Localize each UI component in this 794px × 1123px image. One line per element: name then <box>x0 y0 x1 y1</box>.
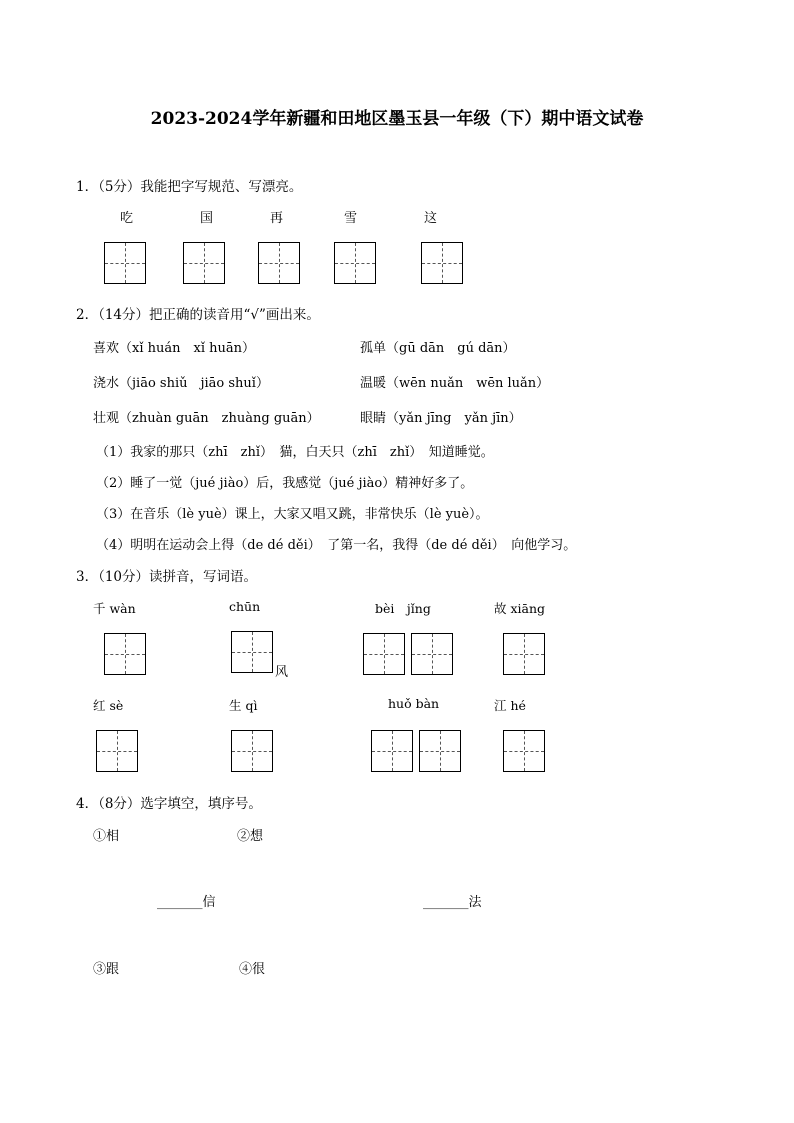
question-4-label: 4．（8分）选字填空，填序号。 <box>76 796 262 812</box>
pinyin-prompt: 千 wàn <box>93 601 136 616</box>
q4-option: ④很 <box>239 962 266 977</box>
q4-option: ②想 <box>237 829 264 844</box>
pinyin-prompt: bèi jǐng <box>375 601 431 616</box>
pronunciation-choice[interactable]: 喜欢（xǐ huán xǐ huān） <box>93 341 255 356</box>
writing-grid-box[interactable] <box>183 242 225 284</box>
page-title: 2023-2024学年新疆和田地区墨玉县一年级（下）期中语文试卷 <box>150 109 644 129</box>
writing-grid-box[interactable] <box>503 730 545 772</box>
q3-given-char: 风 <box>275 665 289 680</box>
pinyin-prompt: 故 xiāng <box>494 601 546 616</box>
question-1-label: 1．（5分）我能把字写规范、写漂亮。 <box>76 179 303 195</box>
q4-option: ③跟 <box>93 962 120 977</box>
writing-grid-box[interactable] <box>231 730 273 772</box>
writing-grid-box[interactable] <box>363 633 405 675</box>
q4-blank[interactable]: _______法 <box>423 895 482 910</box>
writing-grid-box[interactable] <box>371 730 413 772</box>
pinyin-prompt: chūn <box>229 599 261 614</box>
writing-grid-box[interactable] <box>421 242 463 284</box>
writing-grid-box[interactable] <box>231 631 273 673</box>
writing-grid-box[interactable] <box>104 242 146 284</box>
q2-sentence[interactable]: （3）在音乐（lè yuè）课上，大家又唱又跳，非常快乐（lè yuè）。 <box>96 507 489 522</box>
writing-grid-box[interactable] <box>258 242 300 284</box>
q1-char: 吃 <box>120 211 134 226</box>
pronunciation-choice[interactable]: 眼睛（yǎn jīng yǎn jīn） <box>360 411 522 426</box>
writing-grid-box[interactable] <box>104 633 146 675</box>
question-3-label: 3．（10分）读拼音，写词语。 <box>76 569 258 585</box>
q2-sentence[interactable]: （4）明明在运动会上得（de dé děi） 了第一名，我得（de dé děi） 向他学习。 <box>96 538 577 553</box>
q4-blank[interactable]: _______信 <box>157 895 216 910</box>
q4-option: ①相 <box>93 829 120 844</box>
q1-char: 再 <box>270 211 284 226</box>
question-2-label: 2．（14分）把正确的读音用“√”画出来。 <box>76 307 320 323</box>
pronunciation-choice[interactable]: 孤单（gū dān gú dān） <box>360 341 516 356</box>
writing-grid-box[interactable] <box>503 633 545 675</box>
pinyin-prompt: 江 hé <box>494 698 526 713</box>
q1-char: 这 <box>424 211 438 226</box>
q2-sentence[interactable]: （1）我家的那只（zhī zhǐ） 猫，白天只（zhī zhǐ） 知道睡觉。 <box>96 445 494 460</box>
pronunciation-choice[interactable]: 壮观（zhuàn guān zhuàng guān） <box>93 411 320 426</box>
pinyin-prompt: huǒ bàn <box>388 696 440 711</box>
pronunciation-choice[interactable]: 浇水（jiāo shiǔ jiāo shuǐ） <box>93 376 269 391</box>
q1-char: 国 <box>200 211 214 226</box>
pinyin-prompt: 红 sè <box>93 698 124 713</box>
q2-sentence[interactable]: （2）睡了一觉（jué jiào）后，我感觉（jué jiào）精神好多了。 <box>96 476 474 491</box>
writing-grid-box[interactable] <box>411 633 453 675</box>
pronunciation-choice[interactable]: 温暖（wēn nuǎn wēn luǎn） <box>360 376 550 391</box>
q1-char: 雪 <box>344 211 358 226</box>
writing-grid-box[interactable] <box>334 242 376 284</box>
writing-grid-box[interactable] <box>419 730 461 772</box>
writing-grid-box[interactable] <box>96 730 138 772</box>
pinyin-prompt: 生 qì <box>229 698 258 713</box>
